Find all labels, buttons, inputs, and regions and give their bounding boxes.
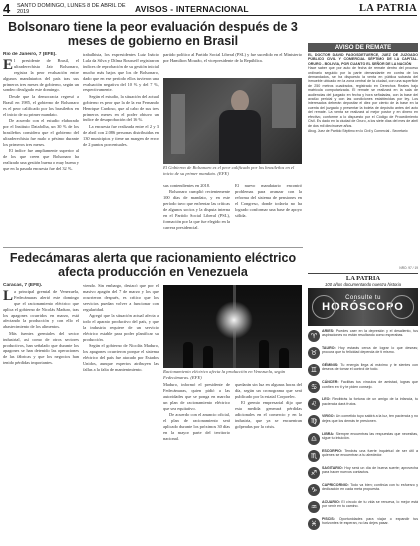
horoscope-escorpio bbox=[308, 449, 418, 466]
horoscope-acuario bbox=[308, 500, 418, 517]
aviso-text: Hace saber que por auto de fecha de remate dentro del proceso ordinario seguido por la parte demandante en contra de los demandados, se ha dispuesto la venta en pública subasta del inmueble ubicado en la zona central de la ciudad, con una superficie de 250 metros cuadrados, registrado en Derechos Reales bajo matrícula computarizada. El remate se realizará en la sala de audiencias del juzgado en fecha y hora señaladas, con la base del avalúo pericial y con las condiciones establecidas por ley. Los interesados deberán depositar el diez por ciento de la base en la cuenta del juzgado y presentar la boleta de depósito antes del acto del remate. La venta se realizará al mejor postor y en dinero en efectivo, conforme a lo dispuesto por el Código de Procedimiento Civil. Es dado en la ciudad de Oruro, a los siete días del mes de abril de dos mil diecinueve años. bbox=[308, 66, 418, 128]
sign-text: Tu energía llega al máximo y te sientes con deseos de tomar el control de todo. bbox=[322, 363, 419, 372]
aviso-title: AVISO DE REMATE bbox=[308, 43, 418, 52]
article2-paragraph: De acuerdo con el anuncio oficial, el plan de racionamiento será aplicado durante los próximos 30 días en la mayor parte del territorio nacional. bbox=[163, 412, 230, 441]
horoscope-text bbox=[322, 483, 418, 492]
horoscope-text bbox=[322, 380, 418, 389]
article2-column-3 bbox=[163, 382, 230, 543]
horoscope-tauro bbox=[308, 346, 418, 363]
photo-credit: (EFE) bbox=[217, 170, 229, 176]
article2-paragraph: Más fuentes gremiales del sector industrial, así como de otros sectores productivos, han señalado que durante los apagones se han detenido las operaciones de las fábricas y que los negocios han tenido pérdidas importantes. bbox=[3, 330, 79, 366]
horoscope-banner[interactable] bbox=[308, 288, 418, 326]
person-silhouette bbox=[203, 346, 213, 368]
horoscope-aries bbox=[308, 329, 418, 346]
article2-photo-caption bbox=[163, 369, 302, 380]
article2-dateline: Caracas, 7 (EFE). bbox=[3, 283, 43, 288]
sign-name: TAURO: bbox=[322, 346, 336, 351]
sagittarius-icon: ♐ bbox=[308, 467, 320, 479]
horoscope-text bbox=[322, 363, 418, 372]
horoscope-banner-line2: HORÓSCOPO bbox=[322, 301, 404, 313]
horoscope-text bbox=[322, 397, 418, 406]
article1-paragraph: La encuesta fue realizada entre el 2 y 3 de abril con 2.086 personas distribuidas en 130 municipios y tiene un margen de error de 2 puntos porcentuales. bbox=[83, 123, 159, 147]
article2-paragraph: El gremio empresarial dijo que esta medida generará pérdidas adicionales en el comercio y en la industria, que ya se encuentran golpeadas por la crisis. bbox=[235, 400, 302, 429]
section-title: AVISOS - INTERNACIONAL bbox=[135, 3, 249, 14]
brand-logo: LA PATRIA bbox=[358, 3, 417, 14]
sign-name: ESCORPIO: bbox=[322, 448, 343, 453]
horoscope-libra bbox=[308, 432, 418, 449]
leo-icon: ♌ bbox=[308, 398, 320, 410]
horoscope-text bbox=[322, 517, 418, 526]
article2-column-1 bbox=[3, 283, 79, 543]
photo-credit: (EFE) bbox=[190, 374, 202, 380]
article1-column-1 bbox=[3, 52, 79, 244]
horoscope-text bbox=[322, 449, 418, 458]
zodiac-ring-icon bbox=[312, 295, 336, 319]
article-divider bbox=[3, 247, 303, 248]
caption-text: Racionamiento eléctrico afecta la producción en Venezuela, según Fedecámaras. bbox=[163, 369, 286, 380]
person-silhouette bbox=[279, 348, 289, 368]
sign-text: El círculo de tu vida se renueva, lo mejor está por venir en tu camino. bbox=[322, 499, 418, 509]
sign-name: CAPRICORNIO: bbox=[322, 482, 349, 487]
article2-paragraph: Maduro, informó el presidente de Fedecámaras, quien pidió a las autoridades que se ponga en marcha un plan de racionamiento eléctrico que sea equitativo. bbox=[163, 382, 230, 411]
article2-paragraph: viendo. Sin embargo, destacó que por el masivo apagón del 7 de marzo y los que ocurrieron después, es crítico que los servicios puedan volver a funcionar con regularidad. bbox=[83, 283, 159, 312]
person-silhouette bbox=[259, 340, 269, 368]
horoscope-banner-line1: Consulte tu bbox=[345, 295, 381, 301]
taurus-icon: ♉ bbox=[308, 347, 320, 359]
sign-name: SAGITARIO: bbox=[322, 465, 343, 470]
pisces-icon: ♓ bbox=[308, 518, 320, 530]
bolsonaro-figure bbox=[217, 90, 263, 164]
horoscope-virgo bbox=[308, 414, 418, 431]
horoscope-capricornio bbox=[308, 483, 418, 500]
sign-name: ACUARIO: bbox=[322, 499, 340, 504]
article1-paragraph: l presidente de Brasil, el ultraderechista Jair Bolsonaro, registra la peor evaluación entre algunos mandatarios del país tras sus primeros tres meses de gobierno, según un sondeo divulgado este domingo. bbox=[3, 57, 79, 93]
la-patria-box bbox=[308, 273, 418, 287]
article1-column-4 bbox=[235, 183, 302, 245]
sign-name: LEO: bbox=[322, 397, 331, 402]
scorpio-icon: ♏ bbox=[308, 450, 320, 462]
article1-paragraph: sus contendientes en 2018. bbox=[163, 183, 211, 188]
gemini-icon: ♊ bbox=[308, 364, 320, 376]
article1-column-top bbox=[163, 52, 302, 77]
article1-paragraph: El índice fue ampliamente superior al de los que creen que Bolsonaro ha realizado una gestión buena o muy buena y que en la pasada encuesta fue del 32 %. bbox=[3, 148, 79, 171]
aviso-intro: EL DOCTOR DAVID FAGOSDETUERCE, JUEZ DE JUZGADO PÚBLICO CIVIL Y COMERCIAL SÉPTIMO DE LA CAPITAL. ORURO - BOLIVIA, POR CUANTO EL SEÑOR DE LA NACIÓN bbox=[308, 53, 418, 66]
article1-paragraph: Según el estudio, la situación del actual gobierno es peor que la de la era Fernando Henrique Cardoso, que al cabo de sus tres primeros meses en el poder obtuvo un índice de desaprobación del 16 %. bbox=[83, 93, 159, 123]
article2-column-2 bbox=[83, 283, 159, 543]
la-patria-tagline: 100 años documentando nuestra historia bbox=[325, 282, 401, 287]
horoscope-text bbox=[322, 346, 418, 355]
sign-text: Puedes caer en la depresión y el desaliento, tus aspiraciones no están resultando como esperabas. bbox=[322, 329, 418, 338]
article2-paragraph: a principal gremial de Venezuela, Fedecámaras alertó este domingo que el racionamiento eléctrico que aplica el gobierno de Nicolás Maduro, tras los apagones ocurridos en marzo, está afectando la producción y con ello el abastecimiento de los alimentos. bbox=[3, 288, 79, 330]
aquarius-icon: ♒ bbox=[308, 501, 320, 513]
horoscope-list bbox=[308, 329, 418, 534]
cancer-icon: ♋ bbox=[308, 381, 320, 393]
article1-paragraph: trabalhista, los expresidentes Luiz Inácio Lula da Silva y Dilma Rousseff registraron índices de reprobación de su gestión inicial mucho más bajos que los de Bolsonaro, dado que en ese período ellos tuvieron una evaluación negativa del 10 % y del 7 %, respectivamente. bbox=[83, 52, 159, 93]
article1-dropcap: E bbox=[3, 56, 14, 73]
horoscope-geminis bbox=[308, 363, 418, 380]
horoscope-sagitario bbox=[308, 466, 418, 483]
sign-text: Hoy será un día de buena suerte; aprovecha para hacer nuevos contactos. bbox=[322, 465, 419, 475]
street-light bbox=[215, 301, 253, 339]
article2-dropcap: L bbox=[3, 287, 14, 304]
horoscope-text bbox=[322, 466, 418, 475]
person-silhouette bbox=[183, 342, 193, 368]
horoscope-text bbox=[322, 432, 418, 441]
article1-dateline: Río de Janeiro, 7 (EFE). bbox=[3, 52, 57, 57]
aviso-code: NRO. 97 / 19 bbox=[399, 266, 418, 270]
libra-icon: ♎ bbox=[308, 433, 320, 445]
sign-name: GÉMINIS: bbox=[322, 363, 339, 368]
article2-headline[interactable]: Fedecámaras alerta que racionamiento eléctrico afecta producción en Venezuela bbox=[9, 251, 297, 279]
sign-text: Un cometido tuyo saldrá a la luz, ten paciencia y no dejes que los demás te presionen. bbox=[322, 414, 418, 423]
aviso-signature: Abog. Juez de Partido Séptimo en lo Civil y Comercial - Secretario bbox=[308, 128, 408, 133]
sign-text: Facilitas tus vínculos de amistad, logras que confíen en ti y te piden consejo. bbox=[322, 380, 419, 389]
la-patria-title: LA PATRIA bbox=[345, 275, 381, 282]
flag-shape bbox=[272, 84, 296, 128]
page-number: 4 bbox=[3, 1, 11, 16]
article2-paragraph: Según el gobierno de Nicolás Maduro, los apagones ocurrieron porque el sistema eléctrico del país fue atacado por Estados Unidos, aunque expertos atribuyen las fallas a la falta de mantenimiento. bbox=[83, 343, 159, 372]
article1-paragraph: partido político al Partido Social Liberal (PSL) y fue sucedido en el Ministerio por Hamilton Mourão, el vicepresidente de la República. bbox=[163, 52, 302, 63]
horoscope-text bbox=[322, 329, 418, 338]
article1-paragraph: De acuerdo con el estudio elaborado por el Instituto Datafolha, un 30 % de los brasileños considera que el gobierno del ultraderechista fue malo o pésimo durante los primeros tres meses. bbox=[3, 117, 79, 147]
horoscope-piscis bbox=[308, 517, 418, 534]
sign-name: VIRGO: bbox=[322, 414, 335, 419]
capricorn-icon: ♑ bbox=[308, 484, 320, 496]
article1-paragraph: Desde que la democracia regresó a Brasil en 1985, el gobierno de Bolsonaro es el peor calificado por los brasileños en el inicio de su primer mandato. bbox=[3, 93, 79, 117]
sign-name: LIBRA: bbox=[322, 431, 335, 436]
sign-name: CÁNCER: bbox=[322, 380, 339, 385]
zodiac-ring-icon bbox=[390, 295, 414, 319]
virgo-icon: ♍ bbox=[308, 415, 320, 427]
page-date: SANTO DOMINGO, LUNES 8 DE ABRIL DE 2019 bbox=[17, 2, 126, 15]
flag-shape bbox=[171, 94, 185, 154]
article2-paragraph: Agregó que la situación actual afecta a todo el aparato productivo del país, y que la industria requiere de un servicio eléctrico estable para poder planificar su producción. bbox=[83, 313, 159, 342]
sign-name: PISCIS: bbox=[322, 517, 335, 522]
article1-photo[interactable] bbox=[163, 78, 302, 164]
caption-text: El Gobierno de Bolsonaro es el peor calificado por los brasileños en el inicio de su primer mandato. bbox=[163, 165, 295, 176]
sign-text: Tendrás una fuerte inquietud de ser útil a quienes se encuentran a tu alrededor. bbox=[322, 448, 418, 457]
article1-paragraph: Bolsonaro cumplió recientemente 100 días de mandato, y en este período tuvo que enfrentar las críticas de algunos socios y la disputa interna en el Partido Social Liberal (PSL), formación por la que fue elegido en la carrera presidencial. bbox=[163, 189, 230, 230]
page-header bbox=[3, 2, 417, 16]
article2-photo[interactable] bbox=[163, 285, 302, 368]
article1-column-2 bbox=[83, 52, 159, 244]
aries-icon: ♈ bbox=[308, 330, 320, 342]
article1-photo-caption bbox=[163, 165, 302, 176]
article2-paragraph: quedarán sin luz en algunas horas del día, según un cronograma que será publicado por la estatal Corpoelec. bbox=[235, 382, 302, 399]
article1-headline[interactable]: Bolsonaro tiene la peor evaluación después de 3 meses de gobierno en Brasil bbox=[8, 20, 298, 48]
horoscope-leo bbox=[308, 397, 418, 414]
sign-text: Oportunidades para viajar o expandir tus horizontes te esperan, no las dejes pasar. bbox=[322, 517, 419, 526]
article1-column-3 bbox=[163, 183, 230, 245]
sign-text: Recibirás la fortuna de un amigo de la infancia, tu paciencia dará frutos. bbox=[322, 397, 418, 406]
article2-column-4 bbox=[235, 382, 302, 543]
horoscope-cancer bbox=[308, 380, 418, 397]
horoscope-text bbox=[322, 500, 418, 509]
horoscope-text bbox=[322, 414, 418, 423]
sign-text: Siempre encuentras las respuestas que necesitas, sigue tu intuición. bbox=[322, 431, 418, 440]
article1-paragraph: El nuevo mandatario encontró problemas para avanzar con la reforma del sistema de pensiones en el Congreso, donde todavía no ha logrado conformar una base de apoyo sólida. bbox=[235, 183, 302, 218]
sign-text: Todo va bien; continúa con tu esfuerzo y dedicación en cada meta propuesta. bbox=[322, 482, 418, 492]
sign-text: Hoy estarás cerca de lograr lo que deseas; procura que tu felicidad dependa de ti mismo. bbox=[322, 346, 418, 355]
sign-name: ARIES: bbox=[322, 329, 335, 333]
aviso-body bbox=[308, 53, 418, 268]
